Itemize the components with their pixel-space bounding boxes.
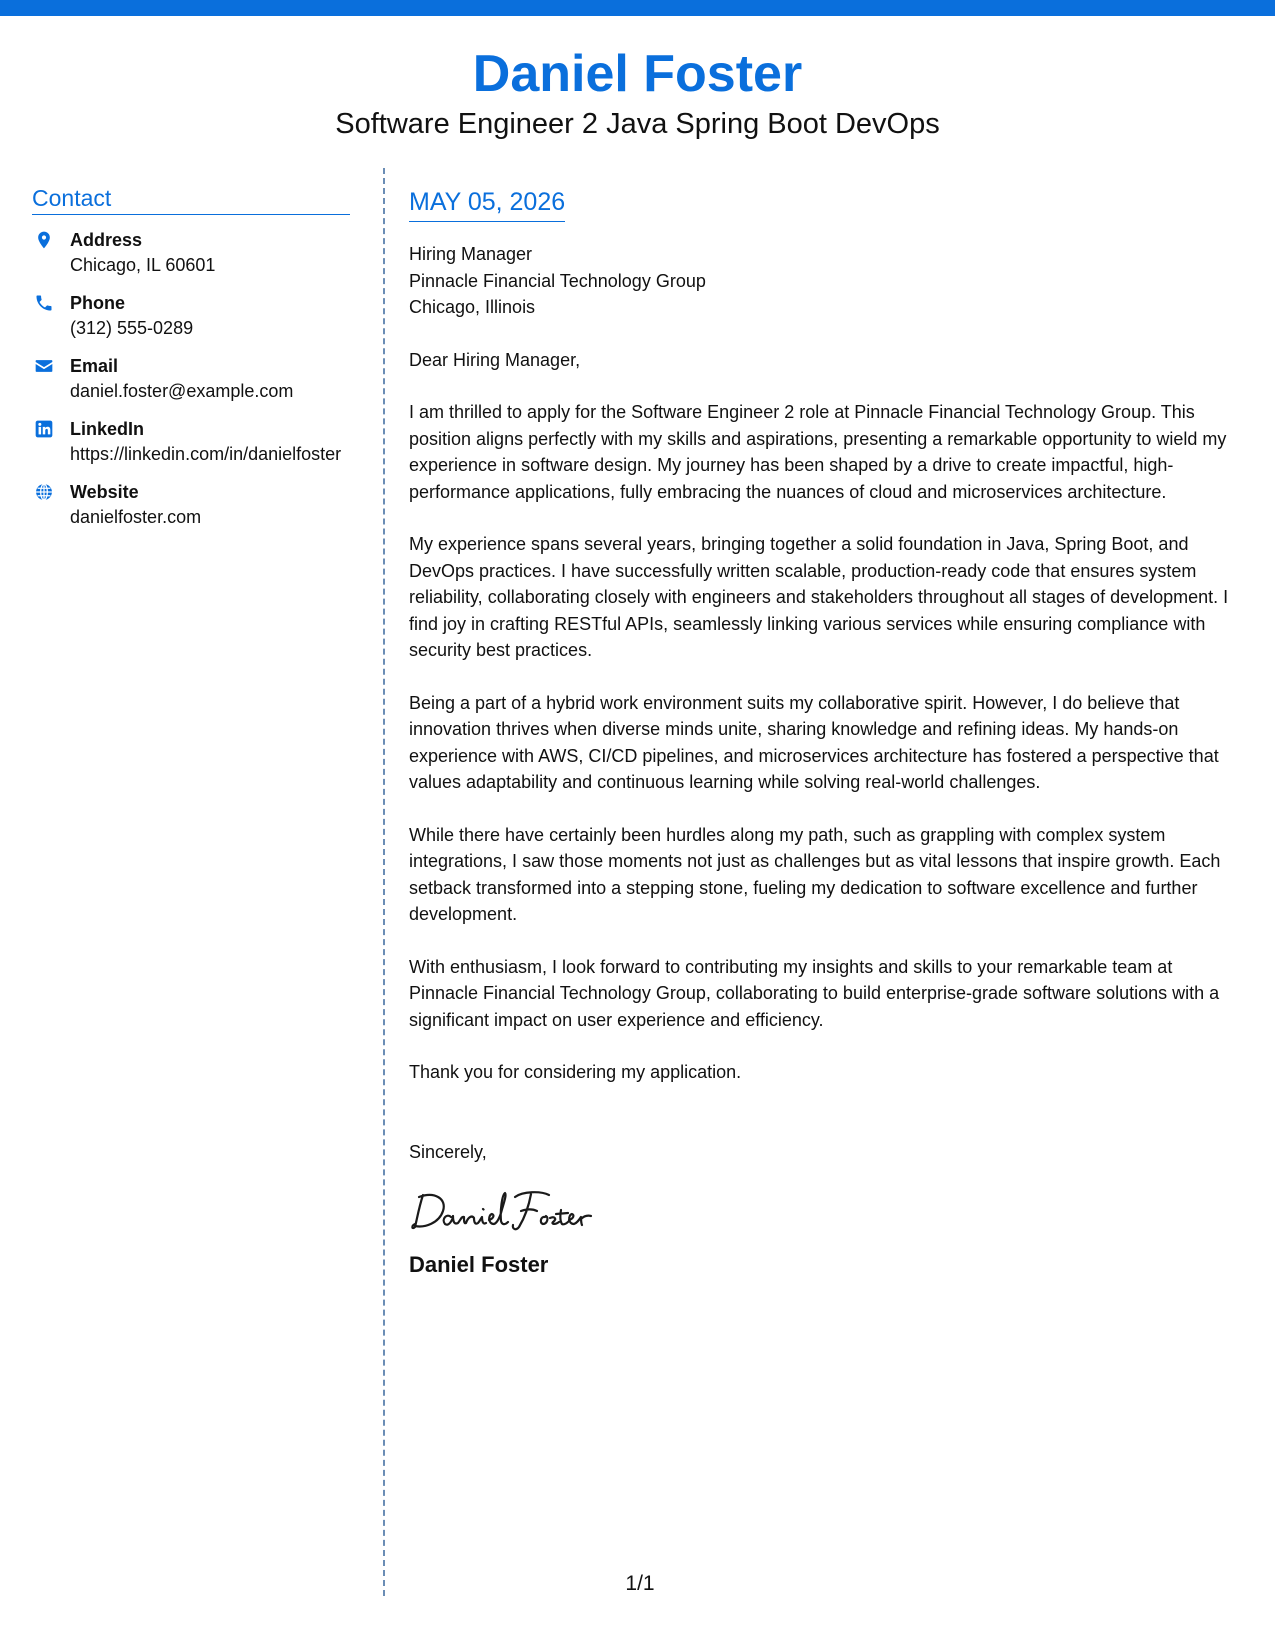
contact-item-website bbox=[32, 480, 350, 530]
closing: Sincerely, bbox=[409, 1141, 487, 1162]
contact-item-email bbox=[32, 354, 350, 404]
phone-icon bbox=[34, 293, 54, 313]
contact-value: Chicago, IL 60601 bbox=[70, 255, 216, 275]
contact-item-address bbox=[32, 228, 350, 278]
letter-body bbox=[409, 186, 1245, 1280]
letter-header bbox=[0, 44, 1275, 142]
contact-sidebar bbox=[32, 183, 350, 530]
contact-value: (312) 555-0289 bbox=[70, 318, 194, 338]
signer-name: Daniel Foster bbox=[409, 1252, 549, 1277]
recipient-line: Pinnacle Financial Technology Group bbox=[409, 270, 706, 291]
body-paragraph: I am thrilled to apply for the Software Engineer 2 role at Pinnacle Financial Technology Group. This position aligns perfectly with my skills and aspirations, presenting a remarkable opportunity to wield my experience in software design. My journey has been shaped by a drive to create impactful, high-performance applications, fully embracing the nuances of cloud and microservices architecture. bbox=[409, 402, 1227, 502]
contact-label: Website bbox=[70, 482, 139, 502]
salutation: Dear Hiring Manager, bbox=[409, 349, 581, 370]
recipient-line: Hiring Manager bbox=[409, 244, 533, 264]
recipient-line: Chicago, Illinois bbox=[409, 297, 536, 317]
body-paragraph: Thank you for considering my application. bbox=[409, 1062, 742, 1082]
page-number: 1/1 bbox=[625, 1572, 655, 1595]
envelope-icon bbox=[34, 356, 54, 376]
contact-title: Contact bbox=[32, 183, 350, 215]
body-paragraph: Being a part of a hybrid work environment suits my collaborative spirit. However, I do believe that innovation thrives when diverse minds unite, sharing knowledge and refining ideas. My hands-on experience with AWS, CI/CD pipelines, and microservices architecture has fostered a perspective that values adaptability and continuous learning while solving real-world challenges. bbox=[409, 692, 1219, 792]
contact-value: daniel.foster@example.com bbox=[70, 381, 294, 401]
linkedin-icon bbox=[34, 419, 54, 439]
contact-label: Address bbox=[70, 230, 143, 250]
contact-item-linkedin bbox=[32, 417, 350, 467]
applicant-subtitle: Software Engineer 2 Java Spring Boot DevOps bbox=[335, 108, 940, 140]
globe-icon bbox=[34, 482, 54, 502]
applicant-name: Daniel Foster bbox=[472, 45, 803, 103]
contact-value-link[interactable]: danielfoster.com bbox=[70, 507, 202, 527]
contact-label: Email bbox=[70, 356, 119, 376]
contact-label: Phone bbox=[70, 293, 126, 313]
top-accent-bar bbox=[0, 0, 1275, 16]
handwritten-signature bbox=[409, 1183, 619, 1237]
body-paragraph: With enthusiasm, I look forward to contributing my insights and skills to your remarkable team at Pinnacle Financial Technology Group, collaborating to build enterprise-grade software solutions with a significant impact on user experience and efficiency. bbox=[409, 956, 1220, 1030]
letter-date: MAY 05, 2026 bbox=[409, 186, 565, 222]
contact-value-link[interactable]: https://linkedin.com/in/danielfoster bbox=[70, 444, 342, 464]
body-paragraph: My experience spans several years, bringing together a solid foundation in Java, Spring Boot, and DevOps practices. I have successfully written scalable, production-ready code that ensures system reliability, collaborating closely with engineers and stakeholders throughout all stages of development. I find joy in crafting RESTful APIs, seamlessly linking various services while ensuring compliance with security best practices. bbox=[409, 534, 1229, 660]
recipient-block bbox=[409, 241, 1245, 321]
column-divider bbox=[383, 168, 385, 1596]
body-paragraph: While there have certainly been hurdles along my path, such as grappling with complex system integrations, I saw those moments not just as challenges but as vital lessons that inspire growth. Each setback transformed into a stepping stone, fueling my dedication to software excellence and further development. bbox=[409, 824, 1221, 924]
contact-item-phone bbox=[32, 291, 350, 341]
contact-label: LinkedIn bbox=[70, 419, 145, 439]
map-pin-icon bbox=[34, 230, 54, 250]
